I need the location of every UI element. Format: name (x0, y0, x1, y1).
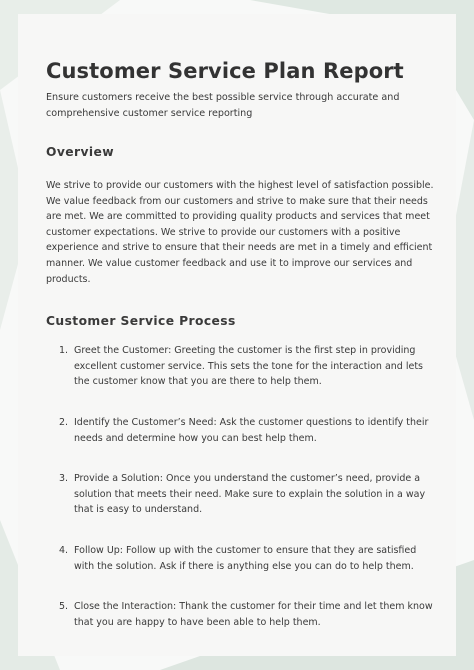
document-content (46, 58, 436, 655)
process-item-follow-up (46, 543, 436, 574)
overview-heading: Overview (46, 145, 115, 159)
process-item-text: Provide a Solution: Once you understand the customer’s need, provide a solution that meets their need. Make sure to explain the solution in a way that is easy to understand. (74, 473, 426, 516)
process-item-text: Follow Up: Follow up with the customer to ensure that they are satisfied with the solution. Ask if there is anything else you can do to help them. (74, 544, 417, 572)
process-item-provide-solution (46, 471, 436, 518)
process-item-text: Greet the Customer: Greeting the customer is the first step in providing excellent customer service. This sets the tone for the interaction and lets the customer know that you are there to help them. (74, 345, 424, 388)
overview-paragraph: We strive to provide our customers with the highest level of satisfaction possible. We value feedback from our customers and strive to make sure that their needs are met. We are committed to providing quality products and services that meet customer expectations. We strive to provide our customers with a positive experience and strive to ensure that their needs are met in a timely and efficient manner. We value customer feedback and use it to improve our services and products. (46, 180, 434, 285)
process-item-number: 2. (59, 416, 69, 428)
page-title: Customer Service Plan Report (46, 59, 404, 83)
process-item-number: 1. (59, 345, 69, 357)
process-item-text: Identify the Customer’s Need: Ask the customer questions to identify their needs and determine how you can best help them. (74, 416, 429, 444)
process-list (46, 343, 436, 630)
process-item-identify-need (46, 415, 436, 446)
process-item-number: 5. (59, 601, 69, 613)
process-item-close-interaction (46, 599, 436, 630)
process-item-number: 3. (59, 473, 69, 485)
process-heading: Customer Service Process (46, 314, 236, 329)
process-item-text: Close the Interaction: Thank the customer for their time and let them know that you are happy to have been able to help them. (74, 601, 433, 628)
process-item-greet (46, 343, 436, 390)
process-item-number: 4. (59, 544, 69, 556)
page-subtitle: Ensure customers receive the best possible service through accurate and comprehensive customer service reporting (46, 92, 400, 119)
